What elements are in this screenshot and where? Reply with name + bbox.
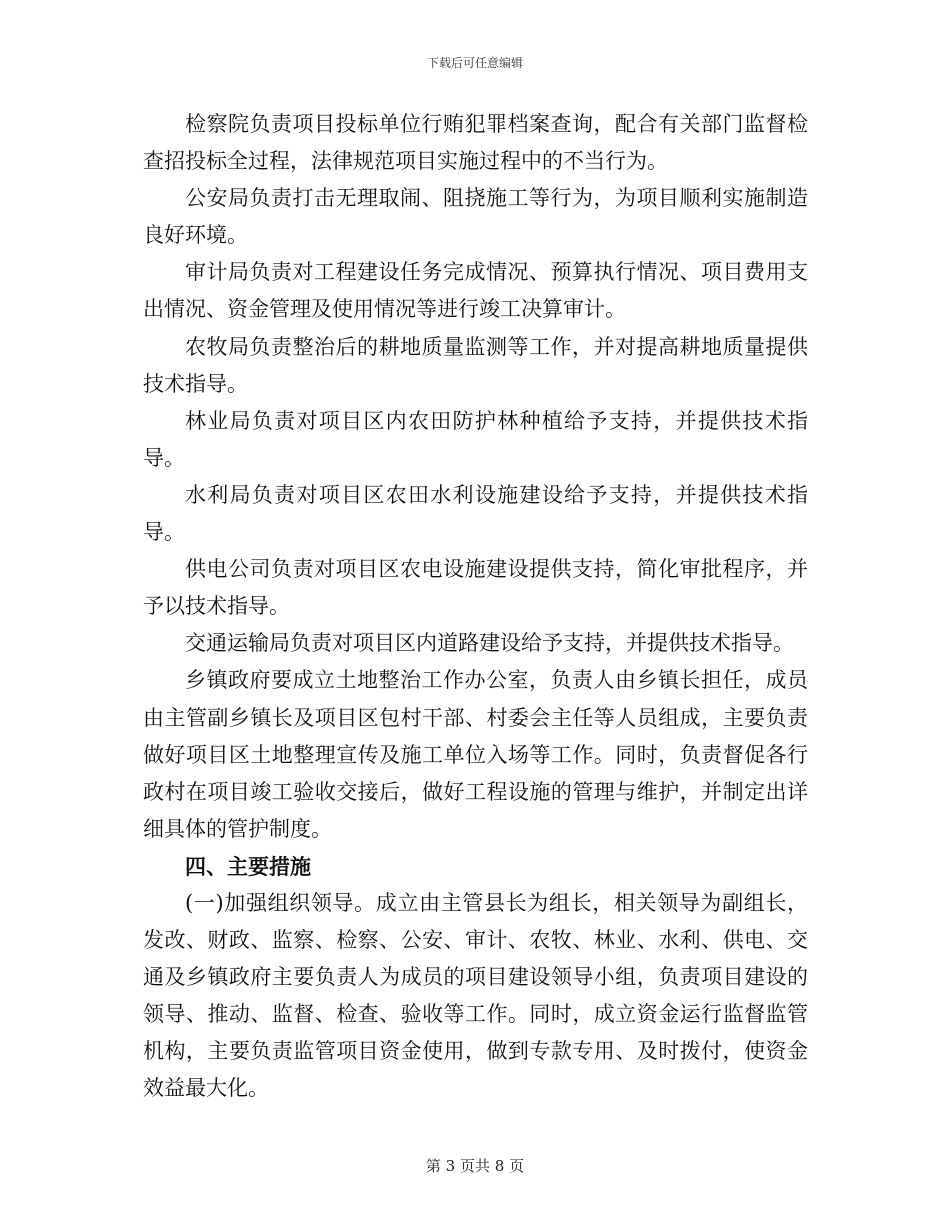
document-body <box>143 106 808 1108</box>
paragraph-measure-1: (一)加强组织领导。成立由主管县长为组长，相关领导为副组长，发改、财政、监察、检察、公安、审计、农牧、林业、水利、供电、交通及乡镇政府主要负责人为成员的项目建设领导小组，负责项目建设的领导、推动、监督、检查、验收等工作。同时，成立资金运行监督监管机构，主要负责监管项目资金使用，做到专款专用、及时拨付，使资金效益最大化。 <box>143 890 808 1101</box>
paragraph-power: 供电公司负责对项目区农电设施建设提供支持，简化审批程序，并予以技术指导。 <box>143 557 808 619</box>
paragraph-township: 乡镇政府要成立土地整治工作办公室，负责人由乡镇长担任，成员由主管副乡镇长及项目区包村干部、村委会主任等人员组成，主要负责做好项目区土地整理宣传及施工单位入场等工作。同时，负责督促各行政村在项目竣工验收交接后，做好工程设施的管理与维护，并制定出详细具体的管护制度。 <box>143 668 808 841</box>
paragraph-public-security: 公安局负责打击无理取闹、阻挠施工等行为，为项目顺利实施制造良好环境。 <box>143 186 808 248</box>
paragraph-transport: 交通运输局负责对项目区内道路建设给予支持，并提供技术指导。 <box>185 631 794 656</box>
section-heading: 四、主要措施 <box>185 853 311 879</box>
paragraph-agriculture: 农牧局负责整治后的耕地质量监测等工作，并对提高耕地质量提供技术指导。 <box>143 334 808 396</box>
paragraph-water: 水利局负责对项目区农田水利设施建设给予支持，并提供技术指导。 <box>143 482 808 545</box>
paragraph-audit: 审计局负责对工程建设任务完成情况、预算执行情况、项目费用支出情况、资金管理及使用情况等进行竣工决算审计。 <box>143 260 808 322</box>
paragraph-forestry: 林业局负责对项目区内农田防护林种植给予支持，并提供技术指导。 <box>143 408 808 470</box>
page-header: 下载后可任意编辑 <box>426 56 523 70</box>
paragraph-procuratorate: 检察院负责项目投标单位行贿犯罪档案查询，配合有关部门监督检查招投标全过程，法律规范项目实施过程中的不当行为。 <box>143 112 808 174</box>
page-footer: 第 3 页共 8 页 <box>425 1157 525 1175</box>
